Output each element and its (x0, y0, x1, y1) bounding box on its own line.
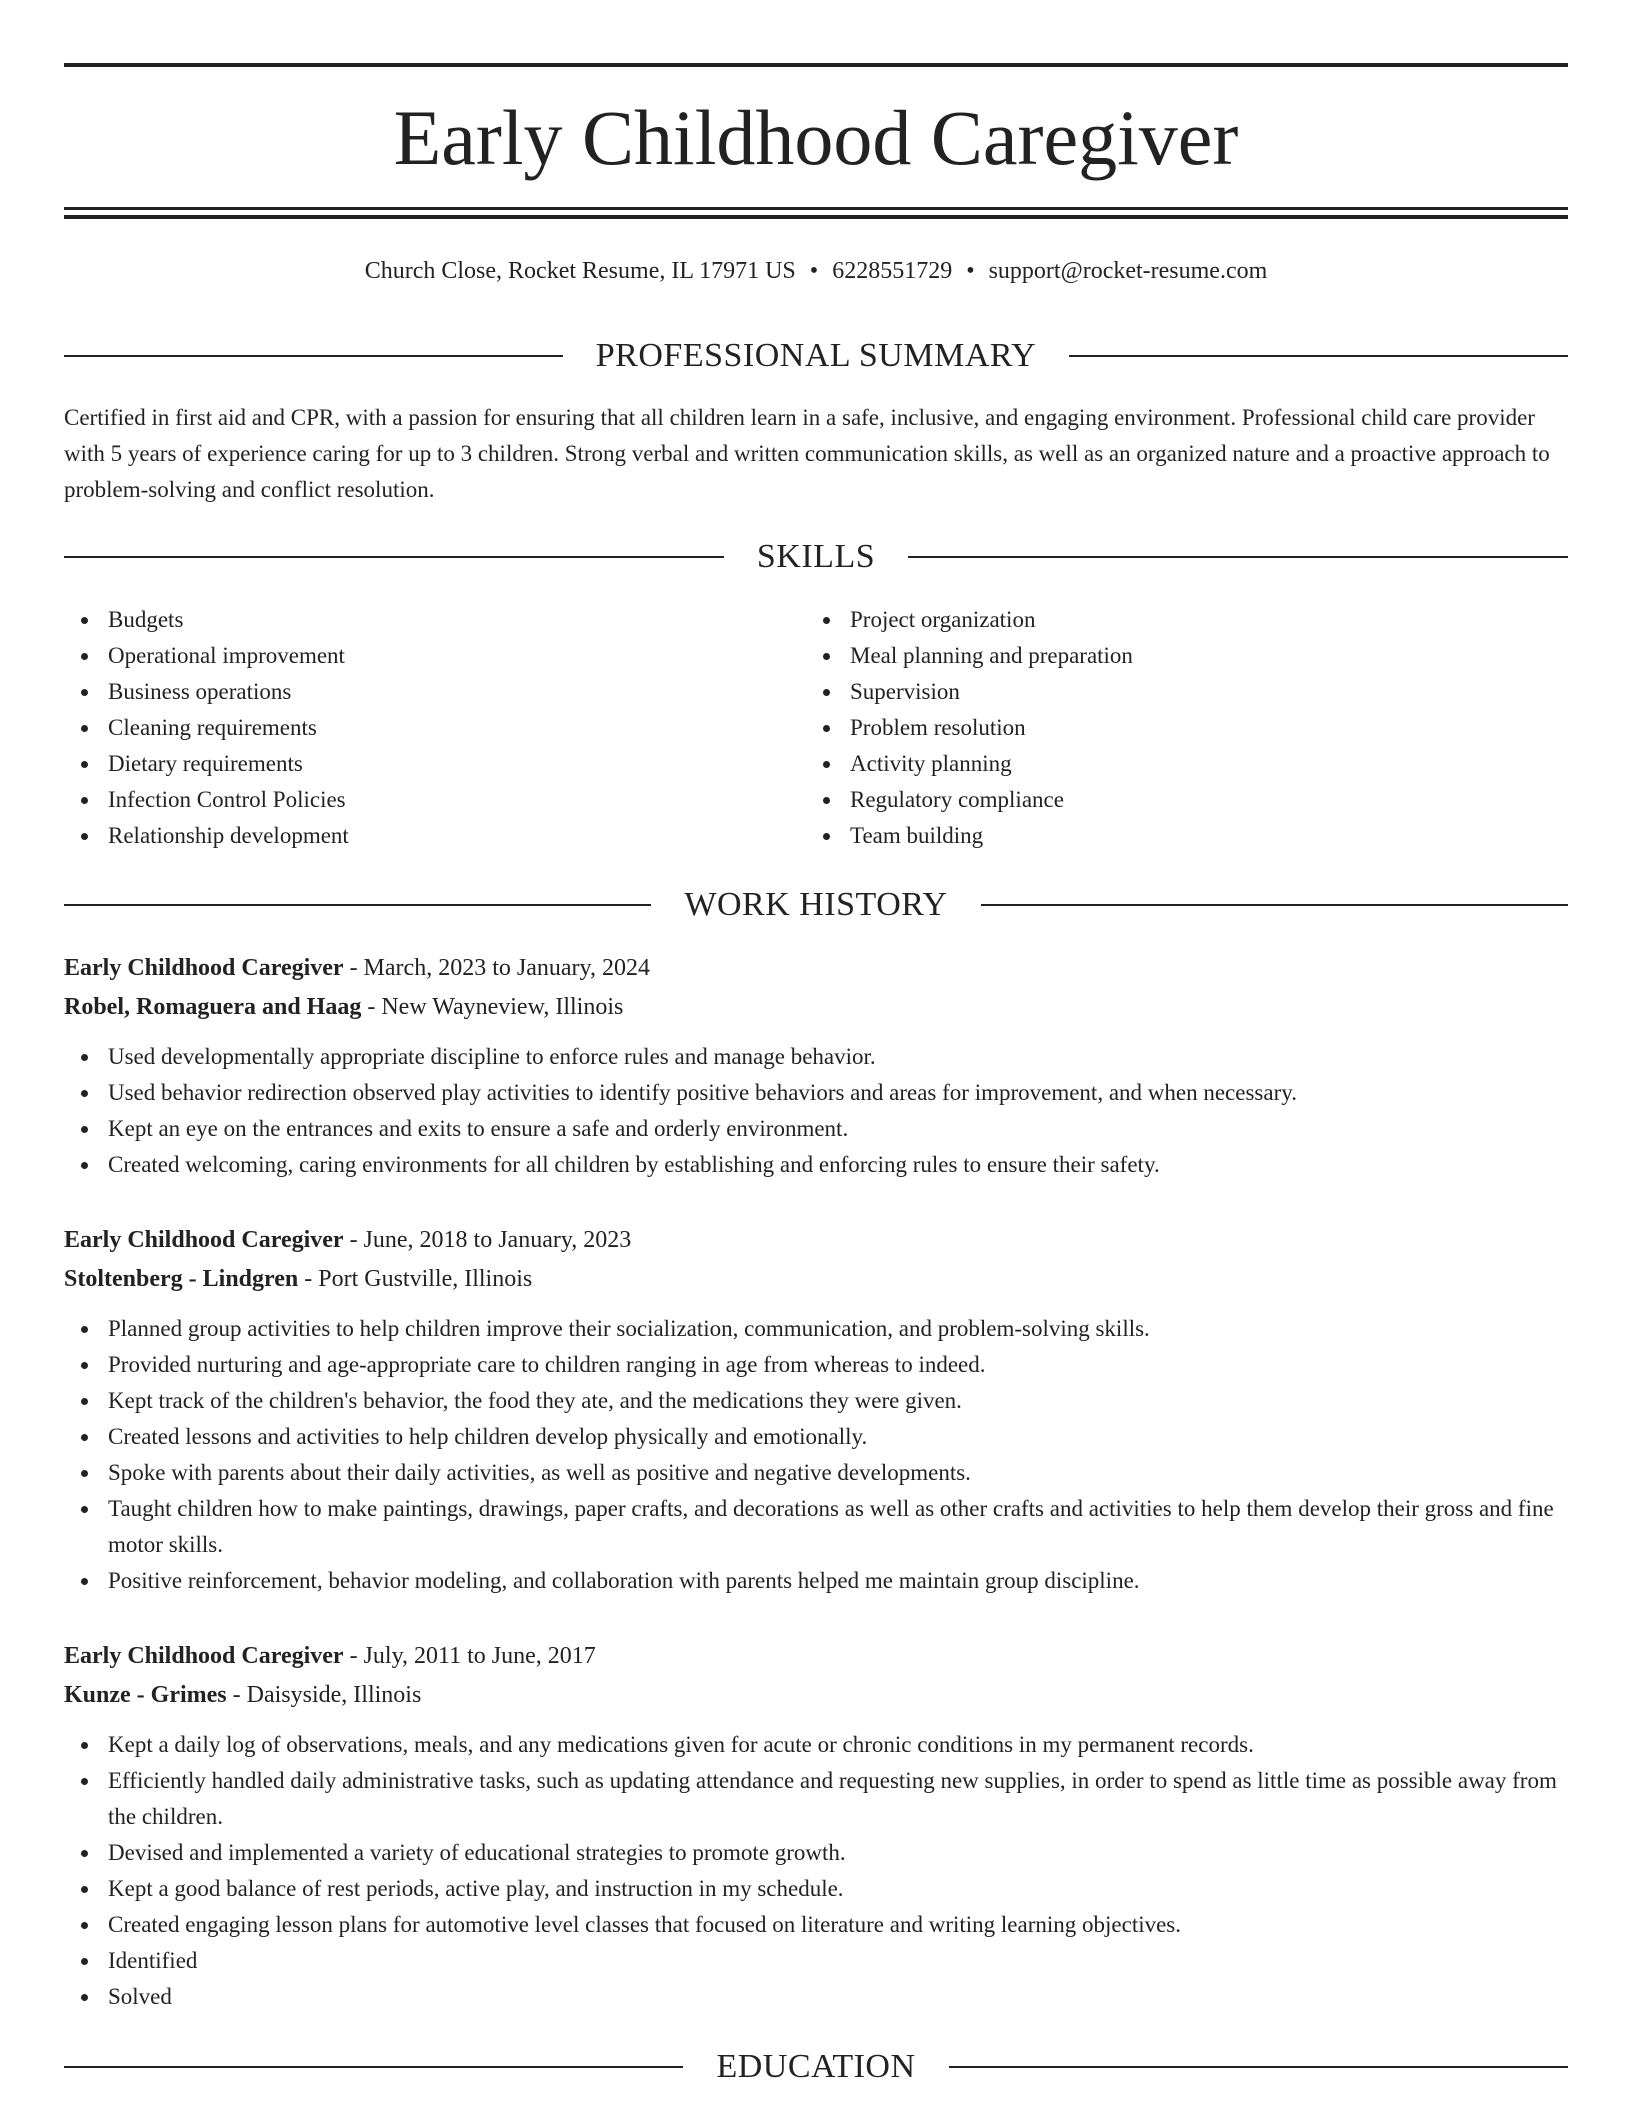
section-heading-education (64, 2045, 1568, 2089)
job-bullet: Kept a daily log of observations, meals, and any medications given for acute or chronic conditions in my permanent records. (64, 1727, 1568, 1763)
job-bullet: Planned group activities to help children improve their socialization, communication, and problem-solving skills. (64, 1311, 1568, 1347)
header-double-rule-lower (64, 215, 1568, 219)
job-company: Kunze - Grimes (64, 1682, 227, 1708)
job-title: Early Childhood Caregiver (64, 1643, 344, 1669)
job-entry (64, 1221, 1568, 1599)
job-title-line (64, 1637, 1568, 1676)
heading-rule-left (64, 556, 724, 558)
contact-separator: • (809, 258, 819, 284)
job-bullet: Created welcoming, caring environments for all children by establishing and enforcing rules to ensure their safety. (64, 1147, 1568, 1183)
heading-rule-left (64, 904, 651, 906)
skills-list-left (64, 602, 764, 854)
job-location: - Daisyside, Illinois (226, 1682, 422, 1708)
section-heading-skills (64, 535, 1568, 579)
job-company: Robel, Romaguera and Haag (64, 994, 362, 1020)
skill-item: Business operations (64, 674, 764, 710)
skill-item: Dietary requirements (64, 746, 764, 782)
heading-rule-right (981, 904, 1568, 906)
job-bullet: Identified (64, 1943, 1568, 1979)
skill-item: Supervision (806, 674, 1506, 710)
job-company-line (64, 1260, 1568, 1299)
job-location: - Port Gustville, Illinois (298, 1266, 533, 1292)
section-heading-work-history (64, 883, 1568, 927)
job-bullet: Taught children how to make paintings, drawings, paper crafts, and decorations as well as other crafts and activities to help them develop their gross and fine motor skills. (64, 1491, 1568, 1563)
header-double-rule-upper (64, 207, 1568, 210)
job-bullet-list (64, 1311, 1568, 1599)
job-entry (64, 949, 1568, 1183)
job-bullet: Created engaging lesson plans for automotive level classes that focused on literature and writing learning objectives. (64, 1907, 1568, 1943)
job-bullet-list (64, 1727, 1568, 2015)
heading-rule-right (1069, 355, 1568, 357)
skills-list-right (806, 602, 1506, 854)
heading-rule-right (949, 2066, 1568, 2068)
job-entry (64, 1637, 1568, 2015)
skill-item: Meal planning and preparation (806, 638, 1506, 674)
job-bullet: Kept track of the children's behavior, the food they ate, and the medications they were given. (64, 1383, 1568, 1419)
contact-address: Church Close, Rocket Resume, IL 17971 US (364, 258, 796, 284)
job-bullet: Used behavior redirection observed play activities to identify positive behaviors and areas for improvement, and when necessary. (64, 1075, 1568, 1111)
job-bullet: Devised and implemented a variety of educational strategies to promote growth. (64, 1835, 1568, 1871)
skill-item: Regulatory compliance (806, 782, 1506, 818)
job-bullet: Kept an eye on the entrances and exits to ensure a safe and orderly environment. (64, 1111, 1568, 1147)
section-heading-summary (64, 334, 1568, 378)
skill-item: Budgets (64, 602, 764, 638)
job-bullet: Positive reinforcement, behavior modeling, and collaboration with parents helped me maintain group discipline. (64, 1563, 1568, 1599)
job-title-line (64, 949, 1568, 988)
section-title: SKILLS (756, 538, 876, 575)
job-bullet-list (64, 1039, 1568, 1183)
skill-item: Infection Control Policies (64, 782, 764, 818)
job-bullet: Created lessons and activities to help children develop physically and emotionally. (64, 1419, 1568, 1455)
skill-item: Cleaning requirements (64, 710, 764, 746)
skill-item: Relationship development (64, 818, 764, 854)
skill-item: Activity planning (806, 746, 1506, 782)
heading-rule-right (908, 556, 1568, 558)
section-title: PROFESSIONAL SUMMARY (595, 337, 1037, 374)
summary-text: Certified in first aid and CPR, with a passion for ensuring that all children learn in a safe, inclusive, and engaging environment. Professional child care provider with 5 years of experience caring for up to 3 children. Strong verbal and written communication skills, as well as an organized nature and a proactive approach to problem-solving and conflict resolution. (64, 405, 1550, 502)
job-bullet: Solved (64, 1979, 1568, 2015)
job-dates: - March, 2023 to January, 2024 (343, 955, 650, 981)
skill-item: Operational improvement (64, 638, 764, 674)
skill-item: Project organization (806, 602, 1506, 638)
job-company: Stoltenberg - Lindgren (64, 1266, 299, 1292)
section-title: WORK HISTORY (684, 886, 948, 923)
skill-item: Team building (806, 818, 1506, 854)
job-company-line (64, 988, 1568, 1027)
job-company-line (64, 1676, 1568, 1715)
contact-phone: 6228551729 (832, 258, 953, 284)
heading-rule-left (64, 355, 563, 357)
skill-item: Problem resolution (806, 710, 1506, 746)
job-title-line (64, 1221, 1568, 1260)
candidate-name: Early Childhood Caregiver (393, 94, 1239, 181)
contact-email: support@rocket-resume.com (988, 258, 1268, 284)
job-dates: - July, 2011 to June, 2017 (343, 1643, 596, 1669)
job-location: - New Wayneview, Illinois (361, 994, 624, 1020)
job-bullet: Used developmentally appropriate discipline to enforce rules and manage behavior. (64, 1039, 1568, 1075)
contact-line (64, 254, 1568, 288)
contact-separator: • (966, 258, 975, 284)
job-title: Early Childhood Caregiver (64, 955, 344, 981)
heading-rule-left (64, 2066, 683, 2068)
job-bullet: Provided nurturing and age-appropriate care to children ranging in age from whereas to indeed. (64, 1347, 1568, 1383)
header-top-rule (64, 63, 1568, 67)
job-bullet: Kept a good balance of rest periods, active play, and instruction in my schedule. (64, 1871, 1568, 1907)
section-title: EDUCATION (716, 2048, 916, 2085)
job-bullet: Spoke with parents about their daily activities, as well as positive and negative developments. (64, 1455, 1568, 1491)
job-bullet: Efficiently handled daily administrative tasks, such as updating attendance and requesting new supplies, in order to spend as little time as possible away from the children. (64, 1763, 1568, 1835)
job-title: Early Childhood Caregiver (64, 1227, 344, 1253)
job-dates: - June, 2018 to January, 2023 (343, 1227, 632, 1253)
